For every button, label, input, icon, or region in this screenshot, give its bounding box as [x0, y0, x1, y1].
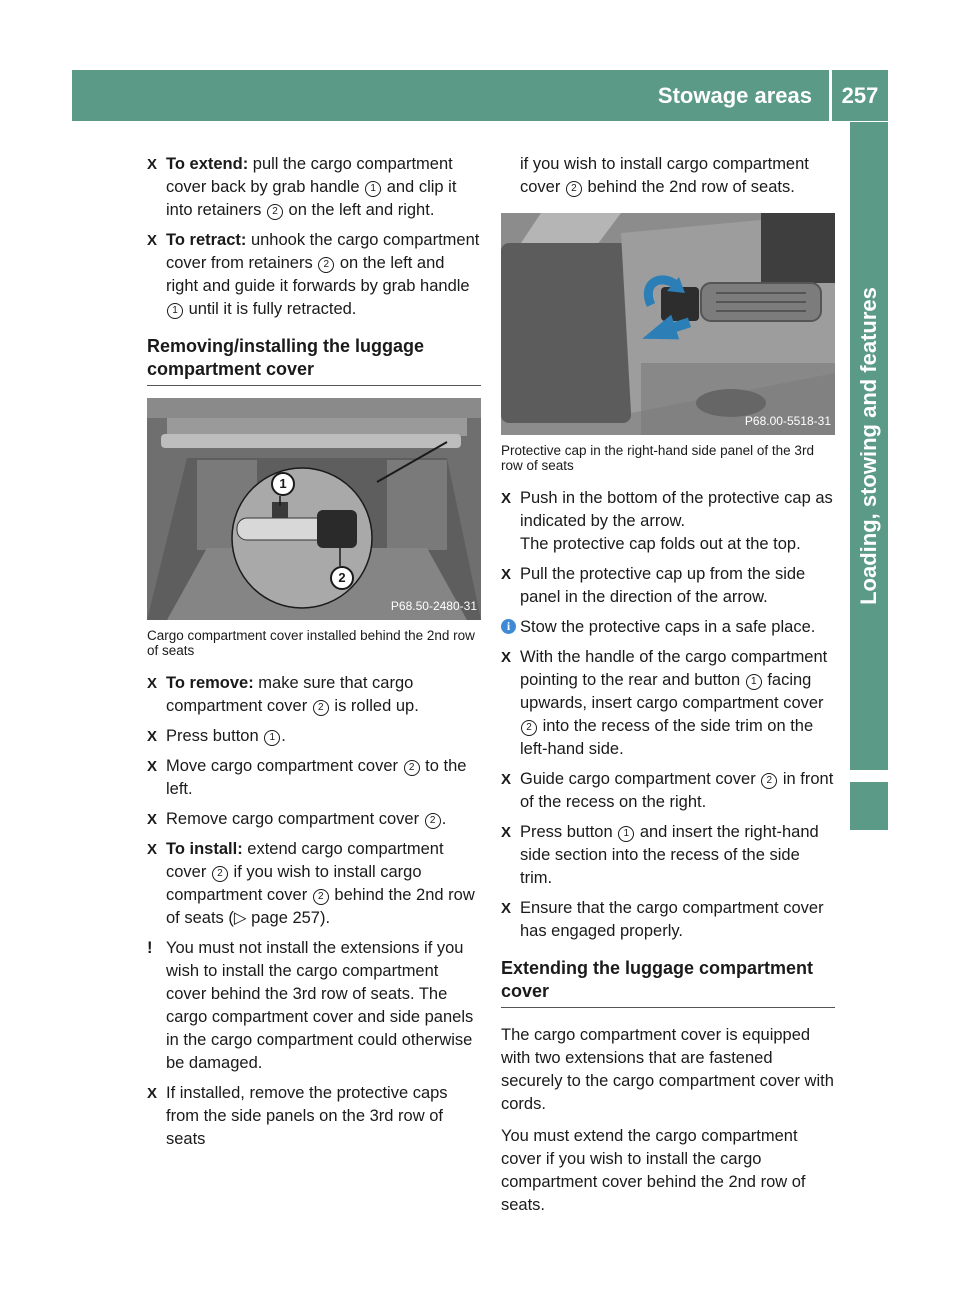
step-marker: X: [147, 156, 158, 173]
callout-1: 1: [264, 730, 280, 746]
callout-2: 2: [521, 720, 537, 736]
step-install: X To install: extend cargo compartment cover 2 if you wish to install cargo compartment cover 2 behind the 2nd row of seats (▷ page 257).: [147, 840, 475, 927]
step-ensure-engaged: X Ensure that the cargo compartment cover has engaged properly.: [501, 899, 824, 940]
step-extend: X To extend: pull the cargo compartment cover back by grab handle 1 and clip it into retainers 2 on the left and right.: [147, 155, 457, 219]
callout-2: 2: [267, 204, 283, 220]
page-ref-arrow-icon: ▷: [233, 909, 247, 927]
callout-1: 1: [746, 674, 762, 690]
warning-note: ! You must not install the extensions if you wish to install the cargo compartment cover behind the 3rd row of seats. The cargo compartment cover and side panels in the cargo compartment could otherwise be damaged.: [147, 939, 474, 1072]
info-icon: i: [501, 619, 516, 634]
callout-2: 2: [425, 813, 441, 829]
step-marker: X: [147, 811, 158, 828]
step-press-button: X Press button 1 .: [147, 725, 481, 748]
protective-cap-illustration: [501, 213, 835, 435]
step-pull-cap: X Pull the protective cap up from the side panel in the direction of the arrow.: [501, 565, 806, 606]
page-ref-link[interactable]: page 257).: [246, 909, 331, 927]
cargo-cover-illustration: [147, 398, 481, 620]
removing-heading: Removing/installing the luggage compartment cover: [147, 335, 481, 386]
step-marker: X: [147, 1085, 158, 1102]
protective-cap-figure: [501, 213, 835, 435]
step-marker: X: [501, 824, 512, 841]
extending-heading: Extending the luggage compartment cover: [501, 957, 835, 1008]
figure-caption: Cargo compartment cover installed behind the 2nd row of seats: [147, 628, 475, 658]
side-tab-label: Loading, stowing and features: [856, 287, 881, 605]
step-remove: X To remove: make sure that cargo compartment cover 2 is rolled up.: [147, 674, 419, 715]
page-header: [72, 70, 888, 121]
step-insert-cover: X With the handle of the cargo compartment pointing to the rear and button 1 facing upwards, insert cargo compartment cover 2 into the recess of the side trim on the left-hand side.: [501, 648, 828, 758]
paragraph: The cargo compartment cover is equipped with two extensions that are fastened securely to the cargo compartment cover with cords.: [501, 1026, 834, 1113]
callout-2: 2: [404, 760, 420, 776]
step-retract: X To retract: unhook the cargo compartment cover from retainers 2 on the left and right and guide it forwards by grab handle 1 until it is fully retracted.: [147, 231, 480, 318]
cargo-cover-figure: [147, 398, 481, 620]
callout-2: 2: [313, 889, 329, 905]
step-guide-cover: X Guide cargo compartment cover 2 in front of the recess on the right.: [501, 770, 834, 811]
continuation-text: if you wish to install cargo compartment cover 2 behind the 2nd row of seats.: [520, 155, 809, 196]
step-marker: X: [501, 490, 512, 507]
right-column: [501, 153, 835, 1226]
step-marker: X: [147, 841, 158, 858]
step-press-insert: X Press button 1 and insert the right-hand side section into the recess of the side trim.: [501, 823, 819, 887]
figure-code: P68.50-2480-31: [390, 599, 477, 613]
left-column: [147, 153, 481, 1158]
step-remove-caps: X If installed, remove the protective caps from the side panels on the 3rd row of seats: [147, 1084, 448, 1148]
step-marker: X: [501, 771, 512, 788]
callout-2: 2: [212, 866, 228, 882]
callout-1: 1: [618, 826, 634, 842]
step-push-cap: X Push in the bottom of the protective cap as indicated by the arrow. The protective cap folds out at the top.: [501, 489, 833, 553]
figure-caption: Protective cap in the right-hand side panel of the 3rd row of seats: [501, 443, 814, 473]
callout-2: 2: [313, 700, 329, 716]
callout-2: 2: [318, 257, 334, 273]
step-marker: X: [147, 758, 158, 775]
step-marker: X: [501, 900, 512, 917]
callout-1: 1: [271, 472, 295, 496]
step-marker: X: [501, 649, 512, 666]
paragraph: You must extend the cargo compartment cover if you wish to install the cargo compartment cover behind the 2nd row of seats.: [501, 1127, 806, 1214]
step-marker: X: [501, 566, 512, 583]
callout-2: 2: [761, 773, 777, 789]
callout-2: 2: [566, 181, 582, 197]
callout-1: 1: [167, 303, 183, 319]
section-title: Stowage areas: [657, 83, 812, 108]
callout-1: 1: [365, 181, 381, 197]
step-remove-cover: X Remove cargo compartment cover 2 .: [147, 808, 481, 831]
step-marker: X: [147, 728, 158, 745]
figure-code: P68.00-5518-31: [744, 414, 831, 428]
step-move-cover: X Move cargo compartment cover 2 to the left.: [147, 757, 467, 798]
callout-2: 2: [330, 566, 354, 590]
side-tab-marker: [850, 782, 888, 830]
info-note: i Stow the protective caps in a safe place.: [501, 616, 835, 639]
step-marker: X: [147, 232, 158, 249]
step-marker: X: [147, 675, 158, 692]
page-number: 257: [841, 83, 879, 108]
warning-icon: !: [147, 939, 153, 957]
